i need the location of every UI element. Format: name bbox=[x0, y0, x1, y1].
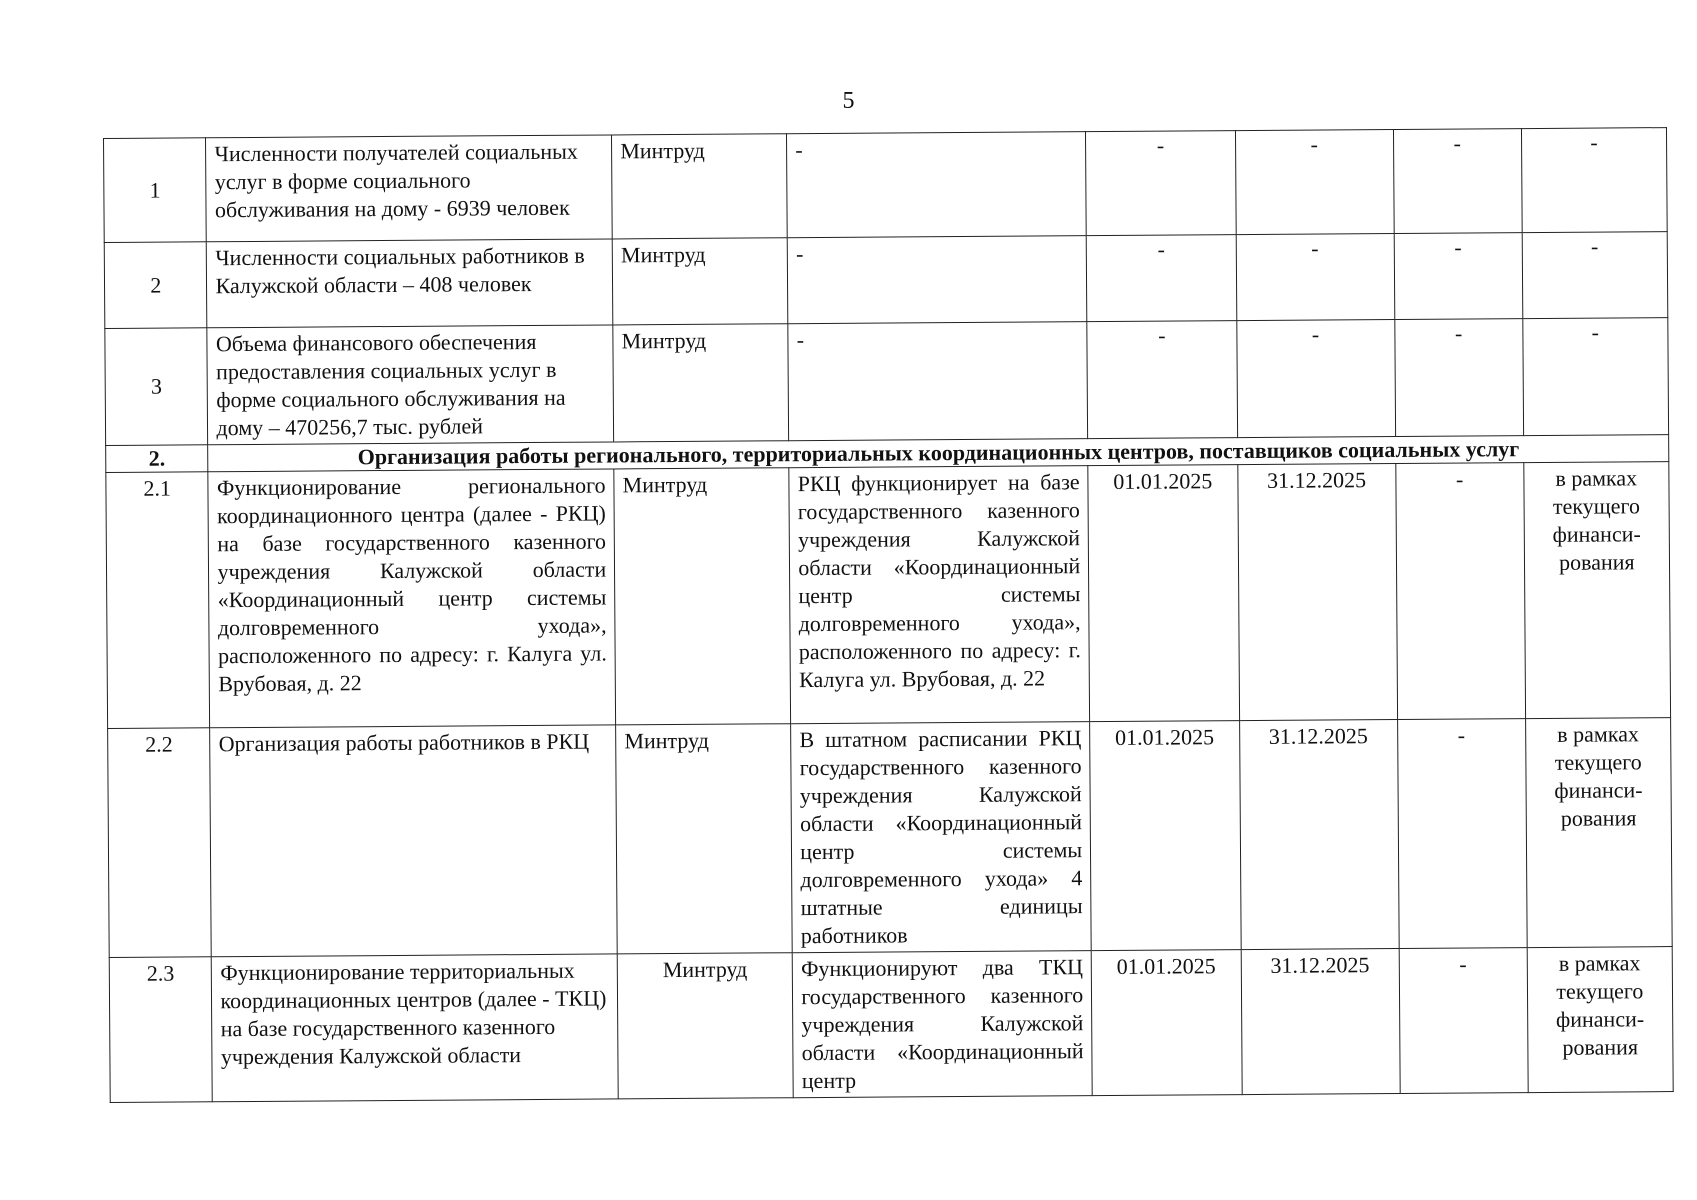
end-date: - bbox=[1236, 233, 1395, 320]
row-number: 1 bbox=[104, 138, 207, 243]
section-number: 2. bbox=[106, 445, 209, 473]
start-date: 01.01.2025 bbox=[1090, 721, 1241, 951]
measure-text: Объема финансового обеспечения предоставления социальных услуг в форме социального обслуживания на дому – 470256,7 тыс. рублей bbox=[207, 325, 613, 445]
funding-amount: - bbox=[1399, 948, 1528, 1094]
funding-amount: - bbox=[1394, 233, 1523, 320]
row-number: 2.1 bbox=[106, 472, 210, 729]
result-text: - bbox=[787, 236, 1087, 324]
start-date: 01.01.2025 bbox=[1088, 465, 1239, 722]
table-row bbox=[104, 232, 1668, 329]
responsible-org: Минтруд bbox=[612, 134, 788, 239]
end-date: 31.12.2025 bbox=[1239, 719, 1399, 949]
start-date: - bbox=[1087, 321, 1237, 439]
measure-text: Численности социальных работников в Калужской области – 408 человек bbox=[207, 239, 613, 328]
funding-source: - bbox=[1522, 232, 1668, 319]
table-row bbox=[105, 318, 1669, 446]
funding-source: в рамках текущего финанси-рования bbox=[1527, 947, 1673, 1093]
funding-source: - bbox=[1521, 128, 1667, 233]
responsible-org: Минтруд bbox=[612, 238, 788, 325]
funding-source: - bbox=[1523, 318, 1669, 436]
result-text: В штатном расписании РКЦ государственного казенного учреждения Калужской области «Координационный центр системы долговременного ухода» 4 штатные единицы работников bbox=[791, 722, 1092, 953]
table-row bbox=[109, 947, 1673, 1103]
table-row bbox=[106, 462, 1671, 729]
result-text: - bbox=[787, 132, 1087, 238]
measure-text: Функционирование территориальных координационных центров (далее - ТКЦ) на базе государственного казенного учреждения Калужской области bbox=[212, 954, 619, 1102]
funding-amount: - bbox=[1397, 719, 1527, 949]
row-number: 2.3 bbox=[109, 957, 212, 1103]
responsible-org: Минтруд bbox=[617, 953, 793, 1099]
start-date: 01.01.2025 bbox=[1091, 950, 1241, 1096]
end-date: - bbox=[1236, 319, 1395, 437]
result-text: РКЦ функционирует на базе государственного казенного учреждения Калужской области «Координационный центр системы долговременного ухода», расположенного по адресу: г. Калуга ул. Врубовая, д. 22 bbox=[789, 466, 1090, 724]
section-title: Организация работы регионального, территориальных координационных центров, поставщиков социальных услуг bbox=[208, 435, 1669, 472]
table-row bbox=[108, 718, 1673, 958]
start-date: - bbox=[1086, 131, 1236, 236]
funding-source: в рамках текущего финанси-рования bbox=[1525, 718, 1672, 948]
responsible-org: Минтруд bbox=[616, 724, 793, 954]
funding-source: в рамках текущего финанси-рования bbox=[1524, 462, 1671, 719]
end-date: 31.12.2025 bbox=[1241, 948, 1400, 1094]
row-number: 3 bbox=[105, 328, 208, 446]
plan-table-wrapper bbox=[103, 127, 1674, 1103]
row-number: 2 bbox=[104, 242, 207, 329]
page-number: 5 bbox=[842, 88, 855, 114]
measure-text: Функционирование регионального координационного центра (далее - РКЦ) на базе государственного казенного учреждения Калужской области «Координационный центр системы долговременного ухода», расположенного по адресу: г. Калуга ул. Врубовая, д. 22 bbox=[208, 469, 615, 728]
start-date: - bbox=[1086, 235, 1236, 322]
funding-amount: - bbox=[1395, 463, 1525, 720]
responsible-org: Минтруд bbox=[614, 468, 791, 725]
plan-table bbox=[103, 127, 1674, 1103]
funding-amount: - bbox=[1394, 319, 1523, 437]
table-row bbox=[104, 128, 1668, 243]
measure-text: Организация работы работников в РКЦ bbox=[210, 725, 617, 957]
measure-text: Численности получателей социальных услуг в форме социального обслуживания на дому - 6939 человек bbox=[206, 135, 612, 242]
responsible-org: Минтруд bbox=[613, 324, 789, 442]
funding-amount: - bbox=[1393, 129, 1522, 234]
row-number: 2.2 bbox=[108, 728, 212, 958]
end-date: - bbox=[1235, 129, 1394, 234]
end-date: 31.12.2025 bbox=[1237, 463, 1397, 720]
result-text: Функционируют два ТКЦ государственного казенного учреждения Калужской области «Координационный центр bbox=[792, 951, 1092, 1098]
result-text: - bbox=[788, 322, 1088, 441]
